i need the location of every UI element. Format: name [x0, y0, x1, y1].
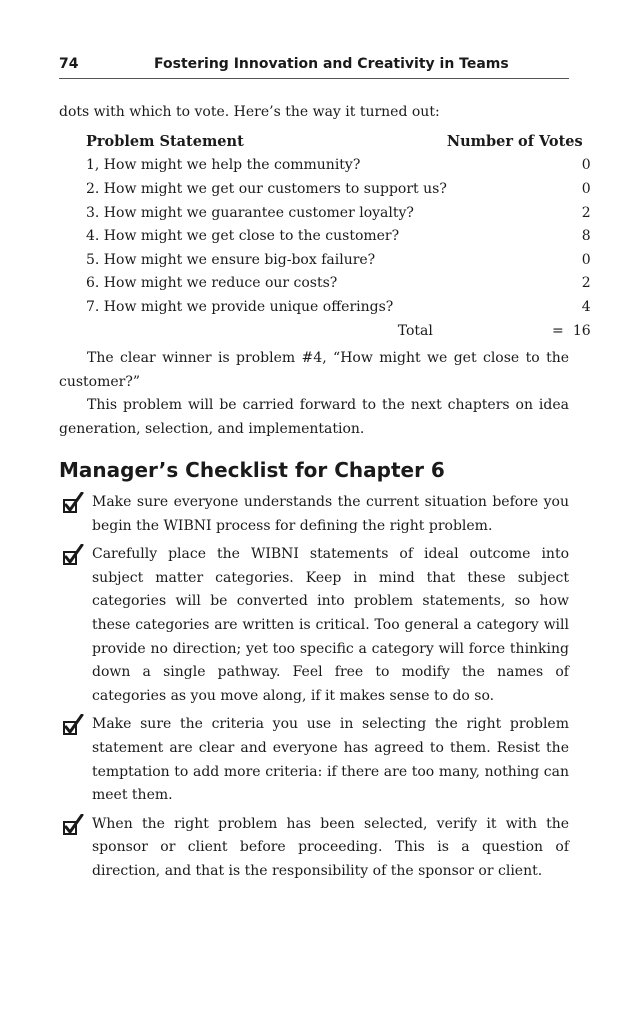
- column-header-statement: Problem Statement: [86, 133, 244, 151]
- row-votes: 0: [581, 180, 591, 197]
- page-header: [59, 54, 569, 79]
- table-header-row: [86, 130, 591, 154]
- checklist-item-text: When the right problem has been selected, verify it with the sponsor or client before proceeding. This is a question of direction, and that is the responsibility of the sponsor or client.: [92, 815, 569, 879]
- checklist: [59, 491, 569, 889]
- row-statement: 7. How might we provide unique offerings?: [86, 298, 394, 315]
- table-row: [86, 295, 591, 319]
- intro-text: dots with which to vote. Here’s the way it turned out:: [59, 104, 440, 120]
- table-row: [86, 272, 591, 296]
- section-heading: Manager’s Checklist for Chapter 6: [59, 458, 445, 482]
- row-votes: 8: [581, 228, 591, 245]
- checklist-item: [59, 543, 569, 708]
- total-value: 16: [572, 322, 591, 339]
- checkbox-checked-icon: [63, 492, 85, 514]
- row-statement: 2. How might we get our customers to support us?: [86, 180, 447, 197]
- votes-table: [86, 130, 591, 342]
- page-number: 74: [59, 56, 79, 72]
- table-row: [86, 201, 591, 225]
- total-equals: =: [551, 322, 564, 339]
- total-value-cell: [447, 319, 591, 343]
- table-row: [86, 177, 591, 201]
- total-label: Total: [397, 322, 433, 339]
- checklist-item: [59, 713, 569, 807]
- checklist-item-text: Carefully place the WIBNI statements of ideal outcome into subject matter categories. Keep in mind that these subject categories will be converted into problem statements, so how these categories are written is critical. Too general a category will provide no direction; yet too specific a category will force thinking down a single pathway. Feel free to modify the names of categories as you move along, if it makes sense to do so.: [92, 546, 569, 704]
- row-statement: 3. How might we guarantee customer loyalty?: [86, 204, 414, 221]
- row-statement: 6. How might we reduce our costs?: [86, 275, 338, 292]
- total-row: [86, 319, 591, 343]
- row-statement: 1, How might we help the community?: [86, 157, 361, 174]
- checklist-item-text: Make sure everyone understands the current situation before you begin the WIBNI process for defining the right problem.: [92, 494, 569, 534]
- row-votes: 0: [581, 157, 591, 174]
- row-statement: 5. How might we ensure big-box failure?: [86, 251, 376, 268]
- paragraph-winner: The clear winner is problem #4, “How might we get close to the customer?”: [59, 350, 569, 390]
- table-row: [86, 224, 591, 248]
- row-votes: 2: [581, 275, 591, 292]
- row-votes: 0: [581, 251, 591, 268]
- running-title: Fostering Innovation and Creativity in Teams: [154, 56, 509, 72]
- checklist-item-text: Make sure the criteria you use in selecting the right problem statement are clear and everyone has agreed to them. Resist the temptation to add more criteria: if there are too many, nothing can meet them.: [92, 716, 569, 804]
- checkbox-checked-icon: [63, 714, 85, 736]
- row-votes: 2: [581, 204, 591, 221]
- total-label-cell: [86, 319, 447, 343]
- row-statement: 4. How might we get close to the customer?: [86, 228, 400, 245]
- table-row: [86, 248, 591, 272]
- row-votes: 4: [581, 298, 591, 315]
- table-row: [86, 154, 591, 178]
- checkbox-checked-icon: [63, 814, 85, 836]
- checklist-item: [59, 491, 569, 538]
- checklist-item: [59, 813, 569, 884]
- column-header-votes: Number of Votes: [446, 133, 583, 151]
- paragraph-carry-forward: This problem will be carried forward to the next chapters on idea generation, selection, and implementation.: [59, 397, 569, 437]
- checkbox-checked-icon: [63, 544, 85, 566]
